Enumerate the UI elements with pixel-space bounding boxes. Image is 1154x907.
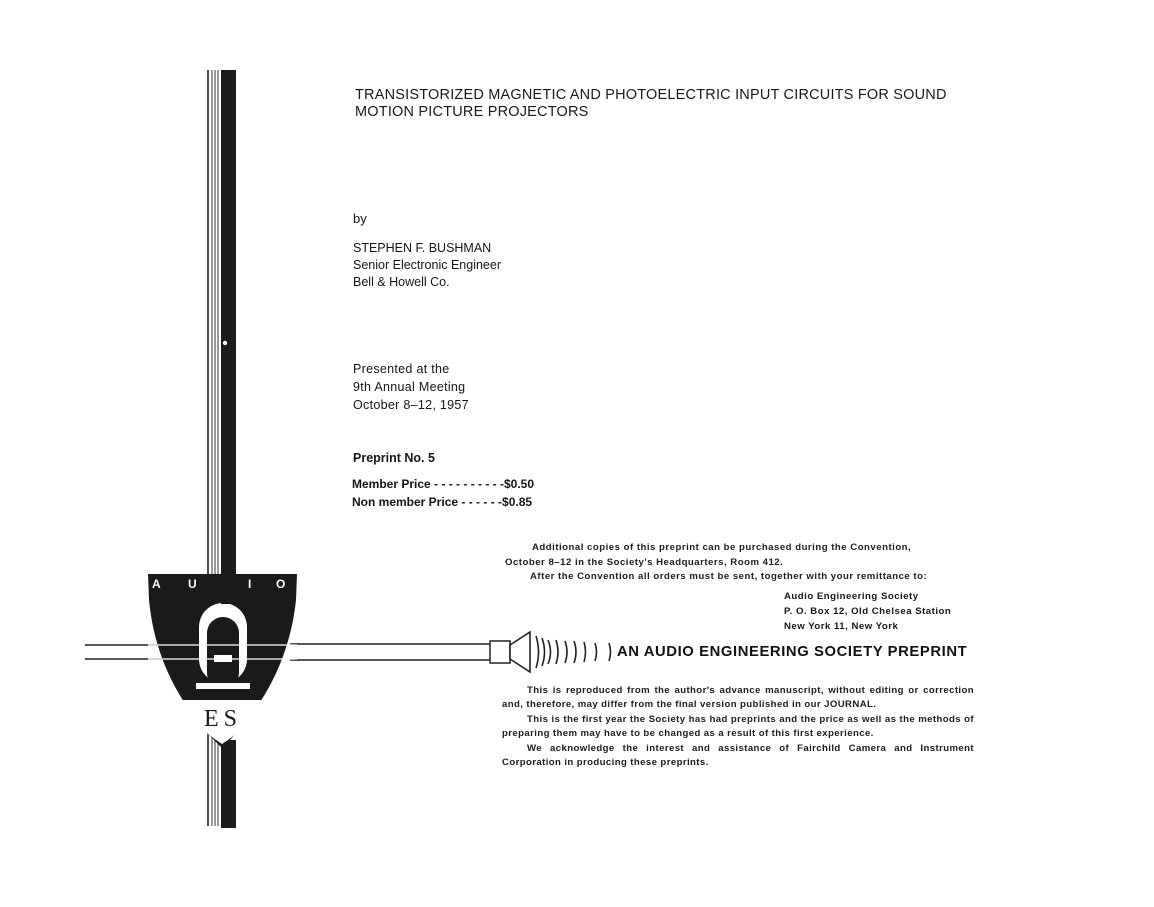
byline-label: by	[353, 211, 367, 226]
purchase-line-3: After the Convention all orders must be sent, together with your remittance to:	[530, 571, 928, 582]
address-line-3: New York 11, New York	[784, 621, 899, 632]
note-paragraph: This is the first year the Society has had preprints and the price as well as the methods of preparing them may have to be changed as a result of this first experience.	[502, 713, 974, 740]
purchase-info	[505, 541, 979, 585]
address-line-1: Audio Engineering Society	[784, 591, 919, 602]
logo-bottom-letters: ES	[204, 706, 243, 732]
presented-line: Presented at the	[353, 362, 450, 376]
preprint-banner: AN AUDIO ENGINEERING SOCIETY PREPRINT	[617, 644, 968, 660]
purchase-line-2: October 8–12 in the Society's Headquarters, Room 412.	[505, 556, 784, 568]
address-line-2: P. O. Box 12, Old Chelsea Station	[784, 606, 952, 617]
meeting-line: 9th Annual Meeting	[353, 380, 466, 394]
horizontal-cable-icon	[85, 641, 510, 663]
band-letter: D	[224, 577, 233, 591]
band-letter: O	[276, 577, 286, 591]
title-line-1: TRANSISTORIZED MAGNETIC AND PHOTOELECTRIC INPUT CIRCUITS FOR SOUND	[355, 87, 947, 103]
title-line-2: MOTION PICTURE PROJECTORS	[355, 104, 589, 120]
preprint-number: Preprint No. 5	[353, 451, 435, 465]
author-position: Senior Electronic Engineer	[353, 258, 501, 272]
member-price: Member Price - - - - - - - - - -$0.50	[352, 477, 535, 491]
note-paragraph: We acknowledge the interest and assistance of Fairchild Camera and Instrument Corporation in producing these preprints.	[502, 742, 974, 769]
society-address	[784, 589, 951, 634]
note-paragraph: This is reproduced from the author's advance manuscript, without editing or correction and, therefore, may differ from the final version published in our JOURNAL.	[502, 685, 974, 711]
paper-title	[355, 87, 955, 121]
band-letter: U	[188, 577, 197, 591]
purchase-line-1: Additional copies of this preprint can be purchased during the Convention,	[532, 542, 912, 553]
speaker-icon	[510, 632, 611, 672]
presented-block	[353, 360, 469, 414]
date-line: October 8–12, 1957	[353, 398, 469, 412]
author-block	[353, 240, 501, 291]
price-list	[352, 475, 534, 511]
band-letter: A	[152, 577, 161, 591]
nonmember-price: Non member Price - - - - - -$0.85	[352, 495, 533, 509]
author-name: STEPHEN F. BUSHMAN	[353, 241, 492, 255]
preprint-notes	[502, 684, 974, 770]
author-company: Bell & Howell Co.	[353, 275, 450, 289]
band-letter: I	[248, 577, 252, 591]
